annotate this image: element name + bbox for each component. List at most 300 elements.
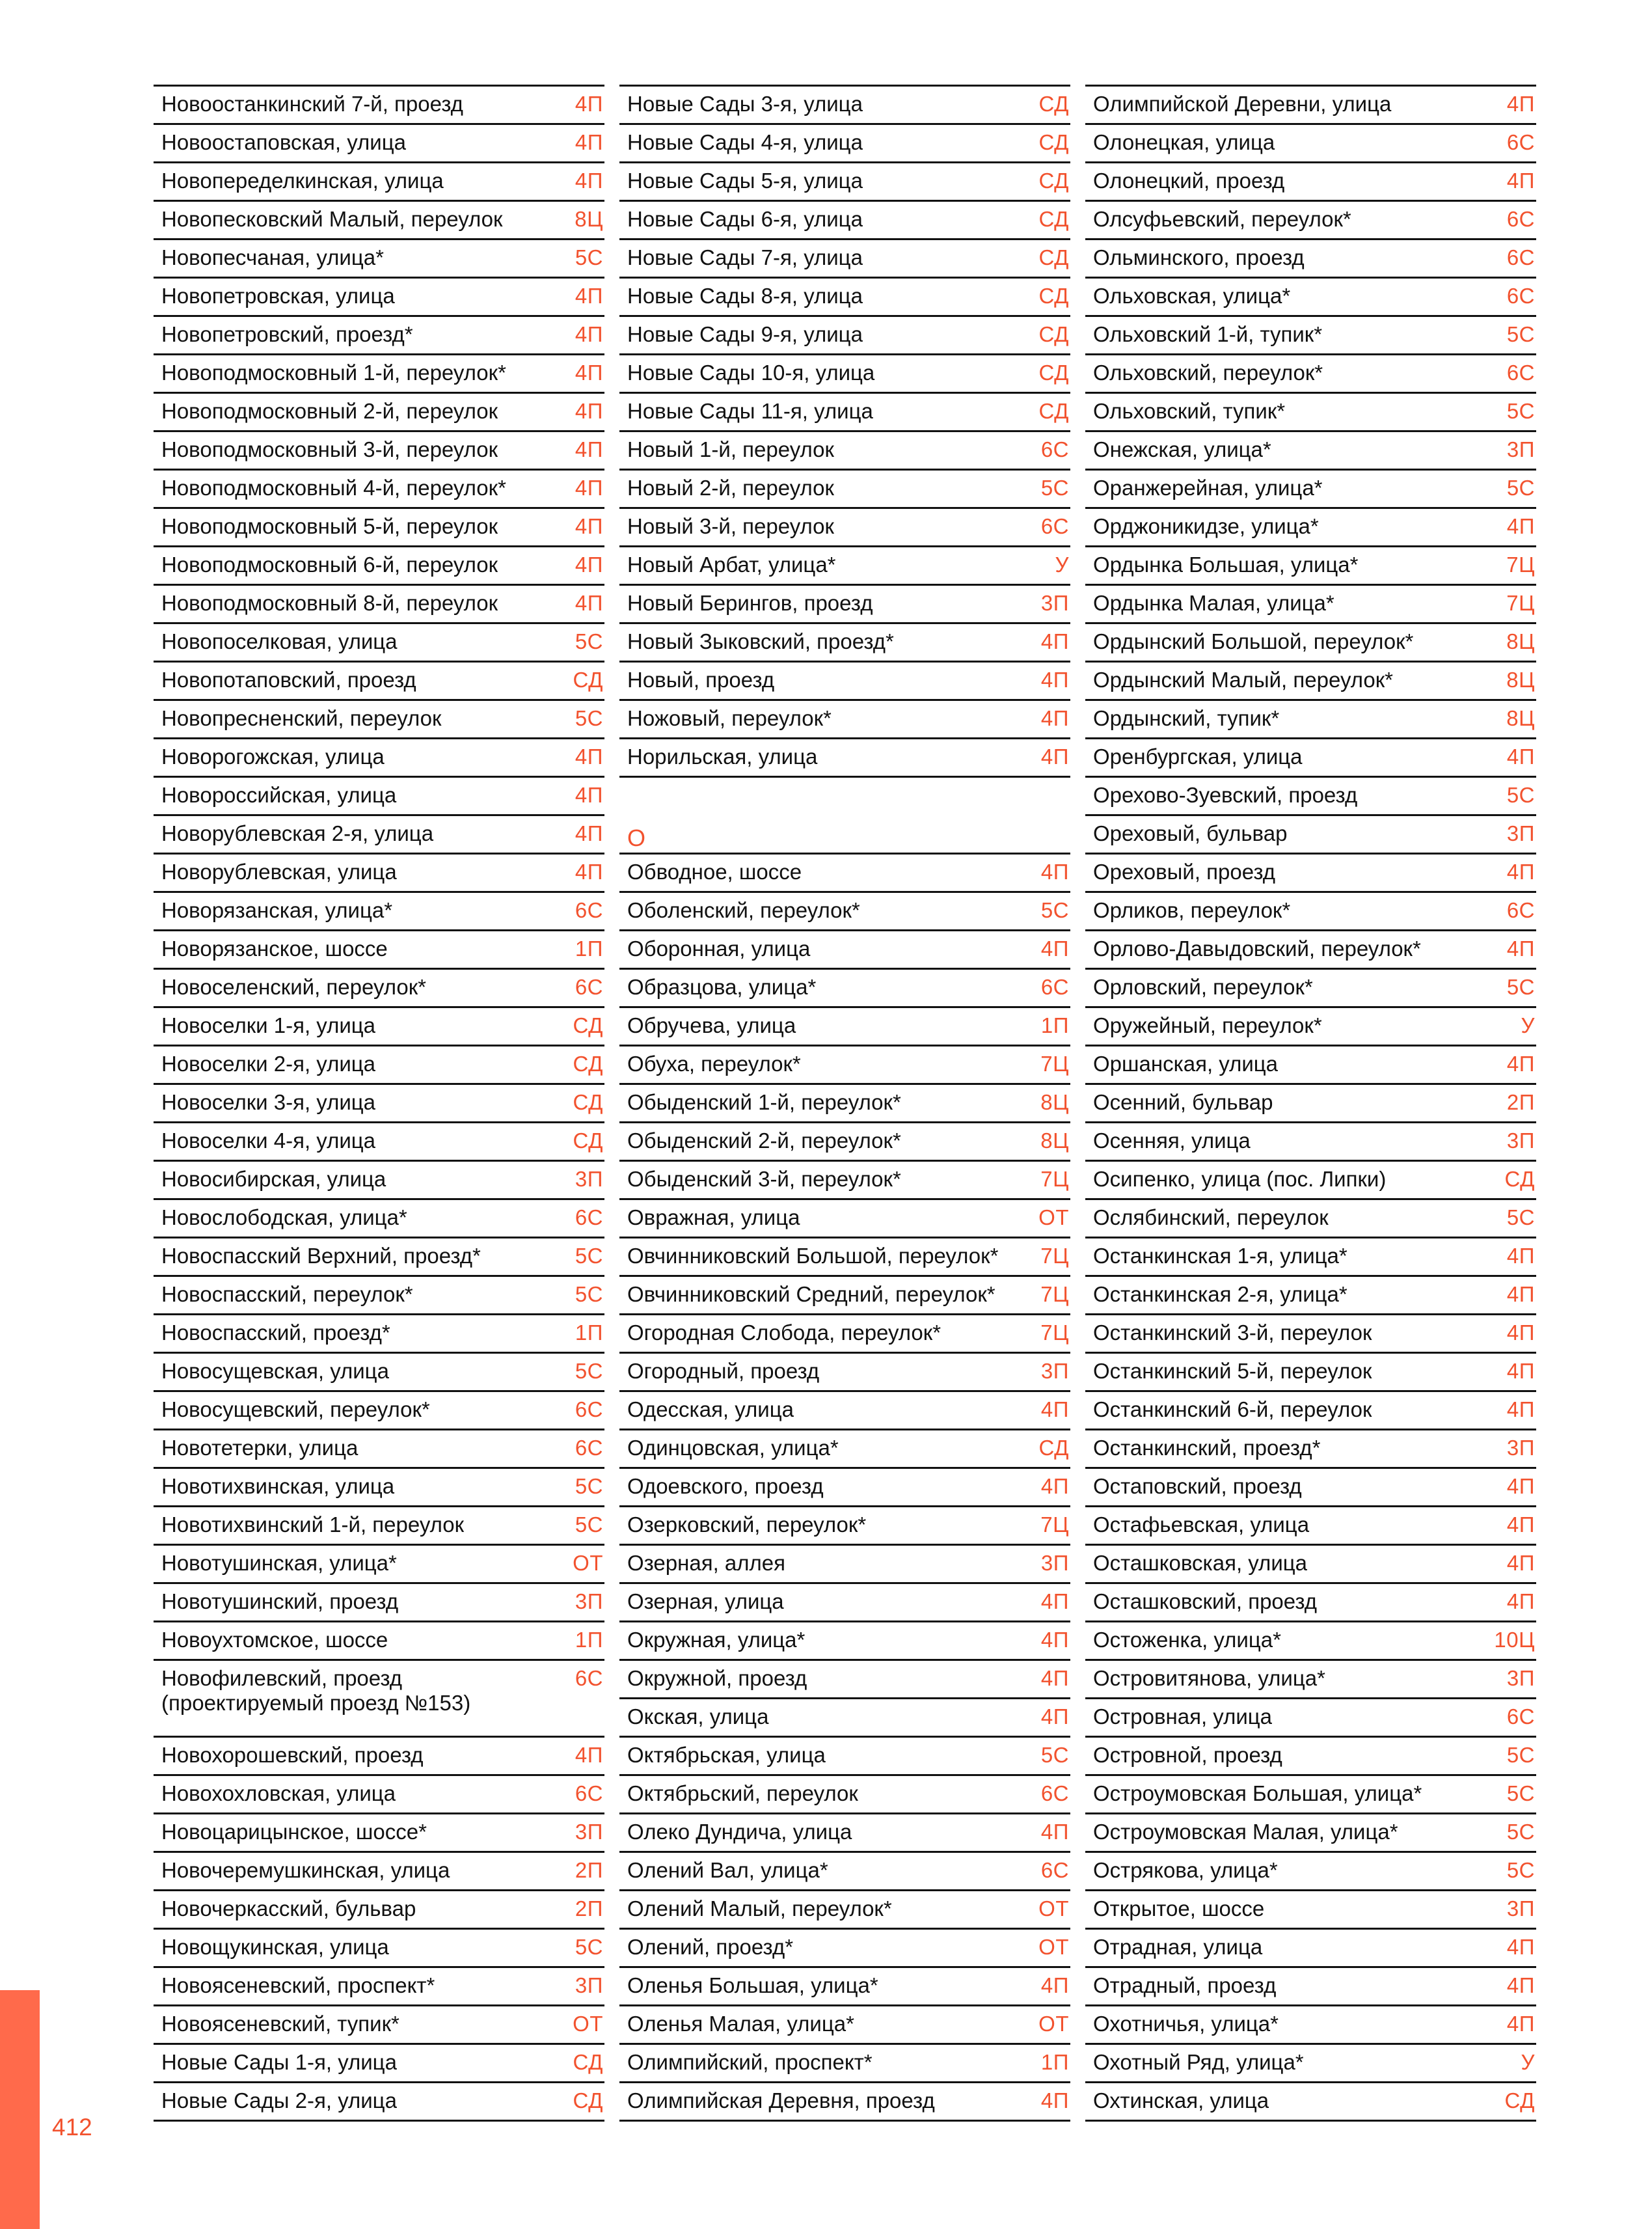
street-name: Окружная, улица* [627, 1628, 806, 1652]
index-entry [619, 1467, 1070, 1505]
map-grid-code: 5С [575, 245, 603, 269]
map-grid-code: 8Ц [1506, 706, 1535, 730]
street-name: Одинцовская, улица* [627, 1436, 839, 1460]
street-name: Новорублевская 2-я, улица [161, 821, 434, 845]
street-name: Новоспасский Верхний, проезд* [161, 1244, 481, 1268]
street-name: Олеко Дундича, улица [627, 1820, 852, 1844]
map-grid-code: 4П [1040, 1474, 1069, 1498]
street-name: Новотушинская, улица* [161, 1551, 397, 1575]
map-grid-code: 8Ц [1040, 1090, 1069, 1114]
street-name: Новый 1-й, переулок [627, 437, 834, 461]
index-entry [154, 1390, 604, 1429]
index-entry [154, 1006, 604, 1045]
map-grid-code: 7Ц [1040, 1167, 1069, 1191]
street-name: Новочеркасский, бульвар [161, 1896, 416, 1921]
map-grid-code: 4П [1506, 1244, 1535, 1268]
map-grid-code: 6С [1506, 245, 1535, 269]
street-name: Новоподмосковный 1-й, переулок* [161, 361, 506, 385]
index-entry [1085, 1467, 1536, 1505]
index-entry [1085, 929, 1536, 968]
map-grid-code: 4П [575, 591, 603, 615]
index-entry [1085, 1736, 1536, 1774]
index-entry [154, 699, 604, 737]
map-grid-code: 6С [1040, 1781, 1069, 1805]
street-name: Новый Берингов, проезд [627, 591, 873, 615]
street-name: Новоподмосковный 4-й, переулок* [161, 476, 506, 500]
map-grid-code: 4П [1506, 1052, 1535, 1076]
index-entry [154, 1160, 604, 1198]
street-name: Ольховский, тупик* [1093, 399, 1286, 423]
street-name: Новопесчаная, улица* [161, 245, 384, 269]
street-name: Новоселки 3-я, улица [161, 1090, 376, 1114]
index-entry [154, 929, 604, 968]
index-entry [154, 584, 604, 622]
street-name: Ордынка Большая, улица* [1093, 553, 1359, 577]
index-entry [154, 1966, 604, 2004]
street-name: Обручева, улица [627, 1013, 796, 1037]
street-name: Охтинская, улица [1093, 2088, 1269, 2113]
index-entry [154, 2081, 604, 2120]
map-grid-code: 4П [1506, 1320, 1535, 1345]
index-entry [154, 469, 604, 507]
street-name: Новый Зыковский, проезд* [627, 629, 894, 653]
street-name: Остоженка, улица* [1093, 1628, 1281, 1652]
map-grid-code: 4П [1506, 169, 1535, 193]
street-name: Ореховый, проезд [1093, 860, 1276, 884]
index-entry [619, 853, 1070, 891]
street-name: Остроумовская Малая, улица* [1093, 1820, 1398, 1844]
index-entry [154, 1429, 604, 1467]
street-name: Новый 2-й, переулок [627, 476, 834, 500]
index-entry [619, 1582, 1070, 1620]
street-name: Новоостанкинский 7-й, проезд [161, 92, 463, 116]
map-grid-code: 2П [575, 1896, 603, 1921]
map-grid-code: 5С [575, 1935, 603, 1959]
street-name: Останкинская 2-я, улица* [1093, 1282, 1347, 1306]
index-entry [1085, 968, 1536, 1006]
index-entry [1085, 238, 1536, 277]
map-grid-code: 3П [1040, 1551, 1069, 1575]
street-name: Новоостаповская, улица [161, 130, 406, 154]
map-grid-code: 6С [1040, 1858, 1069, 1882]
index-entry [619, 891, 1070, 929]
index-entry [619, 1006, 1070, 1045]
street-name: Ольминского, проезд [1093, 245, 1305, 269]
map-grid-code: 4П [1506, 1589, 1535, 1613]
index-entry [154, 1467, 604, 1505]
map-grid-code: 4П [1040, 1397, 1069, 1421]
street-name: Осипенко, улица (пос. Липки) [1093, 1167, 1387, 1191]
index-entry [154, 1889, 604, 1928]
index-entry [1085, 277, 1536, 315]
map-grid-code: 4П [575, 821, 603, 845]
index-entry [154, 545, 604, 584]
street-name: Новотетерки, улица [161, 1436, 359, 1460]
street-name: Орехово-Зуевский, проезд [1093, 783, 1358, 807]
street-name: Оренбургская, улица [1093, 745, 1303, 769]
street-name: Оленья Малая, улица* [627, 2012, 854, 2036]
map-grid-code: 7Ц [1040, 1320, 1069, 1345]
street-name: Новый, проезд [627, 668, 775, 692]
index-entry [154, 1121, 604, 1160]
index-entry [1085, 1774, 1536, 1812]
index-entry [1085, 2081, 1536, 2120]
street-name: Новоподмосковный 6-й, переулок [161, 553, 498, 577]
map-grid-code: 7Ц [1040, 1244, 1069, 1268]
street-name: Овражная, улица [627, 1205, 800, 1229]
street-name: Новорублевская, улица [161, 860, 397, 884]
street-name: Новорязанское, шоссе [161, 937, 388, 961]
map-grid-code: 5С [1506, 975, 1535, 999]
street-name: Новороссийская, улица [161, 783, 397, 807]
map-grid-code: 4П [1040, 860, 1069, 884]
map-grid-code: 4П [1506, 1397, 1535, 1421]
map-grid-code: 4П [575, 92, 603, 116]
street-name: Новопоселковая, улица [161, 629, 398, 653]
index-entry [154, 1045, 604, 1083]
map-grid-code: ОТ [573, 2012, 603, 2036]
map-grid-code: 7Ц [1040, 1282, 1069, 1306]
map-grid-code: 5С [1040, 898, 1069, 922]
index-entry [1085, 1812, 1536, 1851]
map-grid-code: 3П [1040, 1359, 1069, 1383]
map-grid-code: 5С [575, 1282, 603, 1306]
index-column-2 [619, 85, 1070, 2122]
map-grid-code: 7Ц [1506, 553, 1535, 577]
index-entry [619, 1275, 1070, 1313]
street-name: Ножовый, переулок* [627, 706, 832, 730]
street-name: Одесская, улица [627, 1397, 794, 1421]
map-grid-code: 10Ц [1494, 1628, 1535, 1652]
map-grid-code: 6С [1506, 898, 1535, 922]
street-name: Одоевского, проезд [627, 1474, 824, 1498]
map-grid-code: 4П [1040, 1820, 1069, 1844]
street-name: Новопеределкинская, улица [161, 169, 444, 193]
map-grid-code: СД [1038, 130, 1069, 154]
index-entry [1085, 1582, 1536, 1620]
street-name: Новопесковский Малый, переулок [161, 207, 503, 231]
street-name: Новочеремушкинская, улица [161, 1858, 450, 1882]
index-entry [1085, 2004, 1536, 2043]
map-grid-code: 5С [1506, 1743, 1535, 1767]
map-grid-code: ОТ [573, 1551, 603, 1575]
index-entry [1085, 2043, 1536, 2081]
index-entry [619, 1620, 1070, 1659]
street-name: Озерковский, переулок* [627, 1512, 867, 1537]
map-grid-code: 4П [1040, 629, 1069, 653]
map-grid-code: 4П [1506, 937, 1535, 961]
map-grid-code: 4П [1040, 745, 1069, 769]
street-name: Обыденский 2-й, переулок* [627, 1128, 901, 1153]
street-name: Новые Сады 2-я, улица [161, 2088, 397, 2113]
column-bottom-rule [1085, 2120, 1536, 2122]
index-column-1 [154, 85, 604, 2122]
index-entry [154, 1851, 604, 1889]
index-entry [1085, 85, 1536, 123]
index-entry [619, 1544, 1070, 1582]
street-name: Орджоникидзе, улица* [1093, 514, 1319, 538]
street-name: Новопотаповский, проезд [161, 668, 416, 692]
map-grid-code: 8Ц [1040, 1128, 1069, 1153]
street-name: Новотушинский, проезд [161, 1589, 399, 1613]
street-name: Открытое, шоссе [1093, 1896, 1265, 1921]
street-name: Останкинский, проезд* [1093, 1436, 1321, 1460]
index-entry [1085, 1889, 1536, 1928]
index-entry [1085, 776, 1536, 814]
index-entry [1085, 737, 1536, 776]
map-grid-code: 4П [575, 322, 603, 346]
map-grid-code: 5С [1506, 1858, 1535, 1882]
map-grid-code: 1П [1040, 1013, 1069, 1037]
index-entry [619, 1697, 1070, 1736]
street-name: Олений Вал, улица* [627, 1858, 828, 1882]
map-grid-code: 1П [575, 937, 603, 961]
map-grid-code: 6С [1506, 207, 1535, 231]
index-entry [1085, 161, 1536, 200]
index-entry [619, 1928, 1070, 1966]
street-name: Ореховый, бульвар [1093, 821, 1288, 845]
map-grid-code: СД [1504, 2088, 1535, 2113]
street-name: Новые Сады 7-я, улица [627, 245, 863, 269]
index-entry [154, 1582, 604, 1620]
index-entry [619, 430, 1070, 469]
index-entry [1085, 699, 1536, 737]
street-name: Новопетровская, улица [161, 284, 395, 308]
street-name: Охотничья, улица* [1093, 2012, 1279, 2036]
street-name: Новые Сады 4-я, улица [627, 130, 863, 154]
street-name: Оленья Большая, улица* [627, 1973, 878, 1997]
map-grid-code: 7Ц [1506, 591, 1535, 615]
street-name: Оршанская, улица [1093, 1052, 1279, 1076]
index-entry [1085, 430, 1536, 469]
map-grid-code: СД [1038, 284, 1069, 308]
map-grid-code: 3П [575, 1167, 603, 1191]
page-accent-bar [0, 1990, 40, 2229]
index-entry [1085, 353, 1536, 392]
index-entry [154, 1083, 604, 1121]
street-name: Ольховский 1-й, тупик* [1093, 322, 1323, 346]
street-name: Орлово-Давыдовский, переулок* [1093, 937, 1421, 961]
index-column-3 [1085, 85, 1536, 2122]
street-name: Олсуфьевский, переулок* [1093, 207, 1351, 231]
street-name: Олений, проезд* [627, 1935, 794, 1959]
map-grid-code: 8Ц [1506, 668, 1535, 692]
map-grid-code: 6С [1506, 130, 1535, 154]
street-name: Островной, проезд [1093, 1743, 1282, 1767]
index-entry [154, 661, 604, 699]
map-grid-code: 4П [1506, 1551, 1535, 1575]
street-name: Олонецкий, проезд [1093, 169, 1285, 193]
street-name: Новослободская, улица* [161, 1205, 407, 1229]
index-entry [619, 2004, 1070, 2043]
section-letter: О [619, 816, 1070, 855]
map-grid-code: У [1521, 1013, 1535, 1037]
map-grid-code: СД [573, 668, 603, 692]
index-entry [154, 1505, 604, 1544]
map-grid-code: 4П [575, 361, 603, 385]
map-grid-code: 4П [1506, 514, 1535, 538]
map-grid-code: 3П [1506, 1666, 1535, 1690]
index-entry [154, 85, 604, 123]
index-entry [1085, 1237, 1536, 1275]
street-name: Орловский, переулок* [1093, 975, 1313, 999]
map-grid-code: 4П [1040, 2088, 1069, 2113]
street-name: Ольховская, улица* [1093, 284, 1291, 308]
map-grid-code: 6С [1506, 1704, 1535, 1729]
index-entry [1085, 891, 1536, 929]
index-entry [154, 123, 604, 161]
index-entry [619, 123, 1070, 161]
map-grid-code: СД [573, 1128, 603, 1153]
street-name: Окская, улица [627, 1704, 769, 1729]
map-grid-code: 7Ц [1040, 1512, 1069, 1537]
street-name: Новые Сады 6-я, улица [627, 207, 863, 231]
map-grid-code: 3П [575, 1820, 603, 1844]
index-entry [154, 1928, 604, 1966]
index-entry [1085, 200, 1536, 238]
map-grid-code: ОТ [1038, 1935, 1069, 1959]
street-name: Новоясеневский, тупик* [161, 2012, 399, 2036]
map-grid-code: 4П [575, 860, 603, 884]
map-grid-code: 4П [1040, 706, 1069, 730]
street-name: Олимпийский, проспект* [627, 2050, 873, 2074]
map-grid-code: 4П [575, 130, 603, 154]
map-grid-code: 4П [575, 437, 603, 461]
street-name: Новые Сады 1-я, улица [161, 2050, 397, 2074]
index-entry [1085, 1429, 1536, 1467]
index-entry [619, 1083, 1070, 1121]
street-name: Новосущевский, переулок* [161, 1397, 430, 1421]
street-name: Охотный Ряд, улица* [1093, 2050, 1304, 2074]
index-entry [619, 238, 1070, 277]
index-entry [1085, 545, 1536, 584]
index-entry [154, 1352, 604, 1390]
street-name: Новоухтомское, шоссе [161, 1628, 388, 1652]
street-name: Октябрьская, улица [627, 1743, 826, 1767]
index-entry [1085, 1390, 1536, 1429]
street-name: Олимпийская Деревня, проезд [627, 2088, 935, 2113]
street-name: Остафьевская, улица [1093, 1512, 1310, 1537]
street-name: Новотихвинская, улица [161, 1474, 395, 1498]
index-entry [619, 1429, 1070, 1467]
map-grid-code: СД [1038, 399, 1069, 423]
index-entry [1085, 1966, 1536, 2004]
map-grid-code: СД [1038, 92, 1069, 116]
index-entry [1085, 1045, 1536, 1083]
map-grid-code: 5С [1506, 1820, 1535, 1844]
map-grid-code: СД [1038, 169, 1069, 193]
street-name: Окружной, проезд [627, 1666, 807, 1690]
map-grid-code: 5С [575, 629, 603, 653]
index-entry [154, 161, 604, 200]
index-entry [154, 1198, 604, 1237]
map-grid-code: 5С [1506, 783, 1535, 807]
index-entry [619, 1966, 1070, 2004]
street-name: Осташковская, улица [1093, 1551, 1308, 1575]
map-grid-code: СД [573, 1090, 603, 1114]
street-name: Ордынский Большой, переулок* [1093, 629, 1414, 653]
index-entry [619, 277, 1070, 315]
street-name: Новые Сады 8-я, улица [627, 284, 863, 308]
street-name: Озерная, улица [627, 1589, 784, 1613]
index-entry [1085, 1697, 1536, 1736]
map-grid-code: ОТ [1038, 2012, 1069, 2036]
map-grid-code: 5С [1040, 476, 1069, 500]
index-entry [619, 353, 1070, 392]
index-entry [619, 1505, 1070, 1544]
street-name: Новоподмосковный 2-й, переулок [161, 399, 498, 423]
street-name: Отрадная, улица [1093, 1935, 1263, 1959]
map-grid-code: 3П [1506, 1436, 1535, 1460]
index-entry [154, 1275, 604, 1313]
index-entry [619, 85, 1070, 123]
index-entry [1085, 315, 1536, 353]
index-entry [154, 622, 604, 661]
index-entry [619, 1121, 1070, 1160]
map-grid-code: 4П [1506, 1973, 1535, 1997]
index-entry [619, 200, 1070, 238]
index-entry [154, 1774, 604, 1812]
map-grid-code: 4П [575, 514, 603, 538]
map-grid-code: 4П [1506, 2012, 1535, 2036]
index-entry [619, 737, 1070, 776]
street-name: Новые Сады 9-я, улица [627, 322, 863, 346]
index-entry [1085, 1659, 1536, 1697]
map-grid-code: 4П [575, 745, 603, 769]
index-entry [619, 584, 1070, 622]
street-name: Обыденский 3-й, переулок* [627, 1167, 901, 1191]
index-entry [619, 1313, 1070, 1352]
map-grid-code: 6С [1506, 361, 1535, 385]
map-grid-code: СД [1038, 1436, 1069, 1460]
index-entry [1085, 622, 1536, 661]
map-grid-code: 5С [1040, 1743, 1069, 1767]
street-name: Новые Сады 5-я, улица [627, 169, 863, 193]
map-grid-code: 5С [575, 1244, 603, 1268]
index-entry [1085, 661, 1536, 699]
map-grid-code: 6С [1040, 975, 1069, 999]
index-entry [1085, 469, 1536, 507]
index-entry [154, 1544, 604, 1582]
map-grid-code: У [1521, 2050, 1535, 2074]
index-entry [154, 1313, 604, 1352]
street-name: Новорогожская, улица [161, 745, 385, 769]
map-grid-code: 4П [1040, 1973, 1069, 1997]
map-grid-code: СД [573, 1052, 603, 1076]
index-entry [619, 968, 1070, 1006]
map-grid-code: 6С [1040, 437, 1069, 461]
street-name: Отрадный, проезд [1093, 1973, 1277, 1997]
column-bottom-rule [154, 2120, 604, 2122]
page-number: 412 [52, 2114, 92, 2140]
index-entry [154, 814, 604, 853]
index-entry [619, 1237, 1070, 1275]
map-grid-code: 4П [575, 1743, 603, 1767]
map-grid-code: 2П [575, 1858, 603, 1882]
street-name: Осенняя, улица [1093, 1128, 1251, 1153]
street-name: Олонецкая, улица [1093, 130, 1275, 154]
index-entry [619, 622, 1070, 661]
index-entry [154, 2043, 604, 2081]
index-entry [1085, 814, 1536, 853]
street-name: Островная, улица [1093, 1704, 1273, 1729]
street-name: Олений Малый, переулок* [627, 1896, 892, 1921]
map-grid-code: 4П [1040, 1666, 1069, 1690]
street-name: Новохохловская, улица [161, 1781, 396, 1805]
map-grid-code: 3П [575, 1589, 603, 1613]
street-name: Новоспасский, проезд* [161, 1320, 390, 1345]
street-name: Новоподмосковный 5-й, переулок [161, 514, 498, 538]
